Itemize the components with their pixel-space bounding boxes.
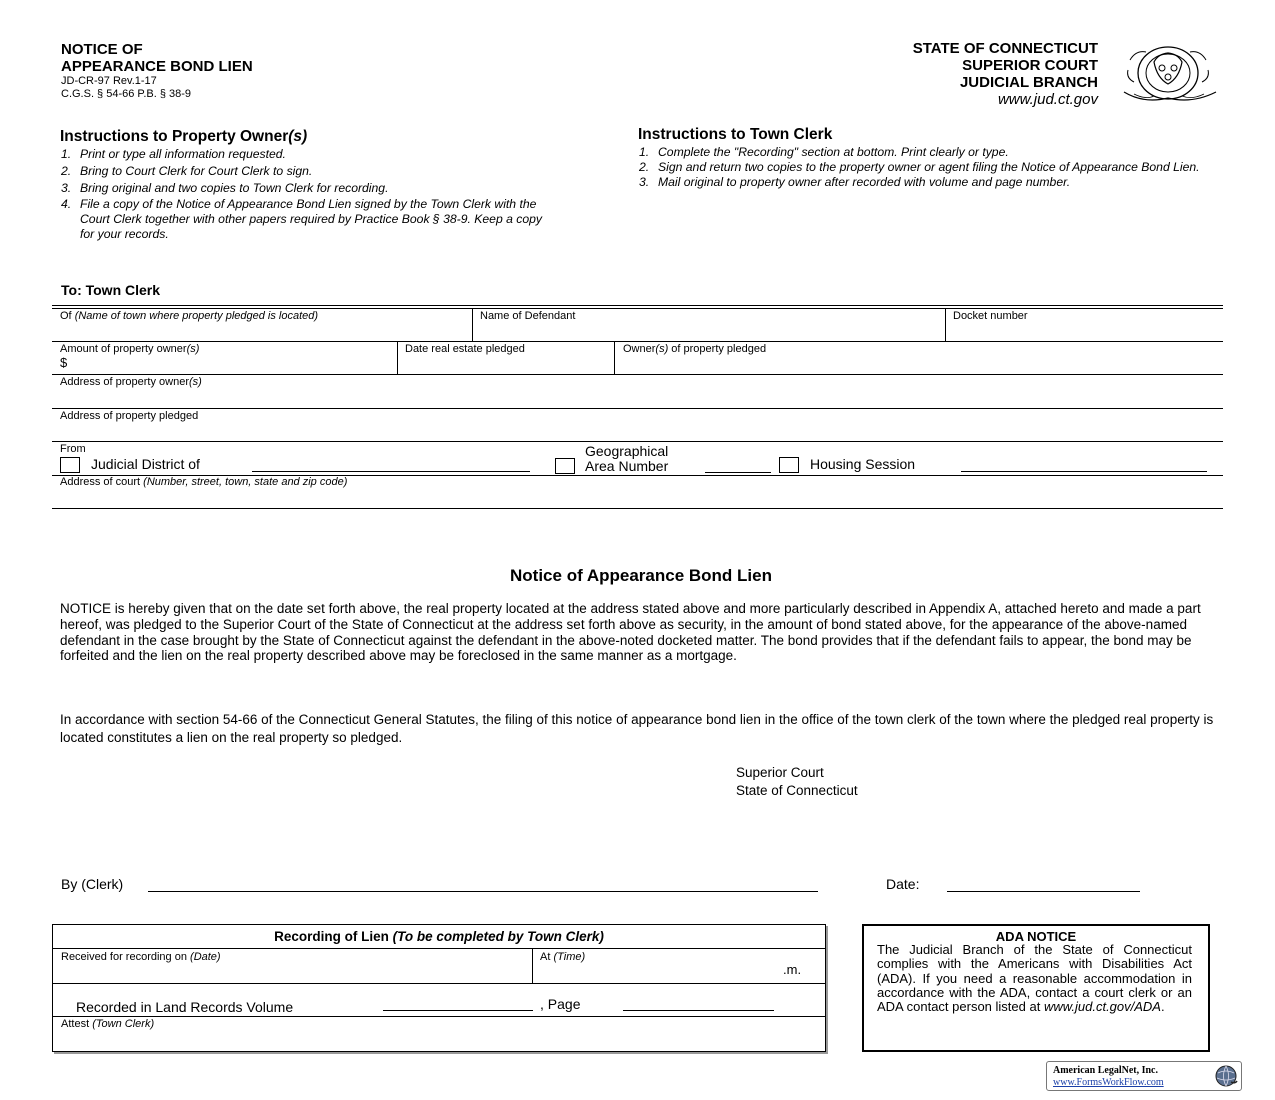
attest-field[interactable] [61,1018,154,1030]
date-label: Date: [886,876,920,892]
attest-hint: (Town Clerk) [92,1018,155,1030]
form-id: JD-CR-97 Rev.1-17 [61,75,157,87]
globe-icon [1213,1064,1239,1088]
page-line[interactable] [623,1010,774,1011]
to-town-clerk: To: Town Clerk [61,282,161,298]
defendant-field[interactable]: Name of Defendant [480,310,576,322]
volume-label: Recorded in Land Records Volume [76,999,294,1015]
ga-label-line2: Area Number [585,458,669,474]
item-text: Print or type all information requested. [80,147,286,161]
amount-value: $ [60,355,68,370]
divider [53,1016,825,1017]
state-name: STATE OF CONNECTICUT [912,40,1098,57]
recording-title-text: Recording of Lien [274,929,389,944]
judicial-district-line[interactable] [252,471,530,472]
form-title-line2: APPEARANCE BOND LIEN [61,58,253,75]
owner-instructions-title [60,128,307,146]
signature-line-2: State of Connecticut [736,782,858,798]
divider [52,341,1223,342]
amount-suffix: (s) [186,343,200,355]
housing-checkbox[interactable] [779,457,799,473]
ada-link-end: . [1160,999,1165,1015]
court-website: www.jud.ct.gov [997,91,1098,108]
divider [53,983,825,984]
page-label: , Page [540,996,581,1012]
owners-field[interactable] [623,343,766,355]
item-text: Mail original to property owner after recorded with volume and page number. [658,175,1071,190]
recording-title-hint: (To be completed by Town Clerk) [392,929,604,944]
divider [52,441,1223,442]
list-item [61,147,556,162]
divider [52,308,1223,309]
item-text: Bring to Court Clerk for Court Clerk to sign. [80,164,313,179]
item-text: Complete the "Recording" section at bottom. Print clearly or type. [658,145,1009,159]
judicial-district-checkbox[interactable] [60,457,80,473]
housing-line[interactable] [961,471,1207,472]
divider [397,341,398,374]
item-number: 4. [61,196,72,211]
divider [52,508,1223,509]
state-seal-icon [1120,40,1220,106]
clerk-signature-line[interactable] [148,891,818,892]
amount-label: Amount of property owner [60,343,187,355]
town-label: Of [60,310,72,322]
date-line[interactable] [947,891,1140,892]
from-label: From [60,443,86,455]
divider [53,948,825,949]
time-label: At [540,951,551,963]
court-address-hint: (Number, street, town, state and zip code) [143,476,348,488]
branch-name: JUDICIAL BRANCH [959,74,1098,91]
statute-ref: C.G.S. § 54-66 P.B. § 38-9 [61,88,192,100]
list-item [61,164,556,179]
housing-label: Housing Session [810,456,916,472]
divider [945,308,946,341]
list-item [61,181,556,196]
item-number: 3. [61,181,72,196]
footer-company: American LegalNet, Inc. [1053,1065,1158,1076]
attest-label: Attest [61,1018,90,1030]
town-field[interactable] [60,310,318,322]
pledged-address-field[interactable]: Address of property pledged [60,410,199,422]
am-pm-suffix: .m. [783,962,802,977]
court-address-label: Address of court [60,476,141,488]
item-text: Bring original and two copies to Town Clerk for recording. [80,181,389,196]
ga-number-line[interactable] [705,472,771,473]
court-name: SUPERIOR COURT [962,57,1098,74]
footer-logo[interactable] [1046,1061,1242,1091]
time-hint: (Time) [553,951,586,963]
form-title-line1: NOTICE OF [61,41,143,58]
owner-instructions-title-suffix: (s) [288,128,308,145]
form-title [61,41,253,75]
judicial-district-label: Judicial District of [91,456,200,472]
time-field[interactable] [540,951,585,963]
signature-block [736,764,858,799]
ada-body [877,943,1192,1014]
recording-title [52,929,826,944]
notice-paragraph-1: NOTICE is hereby given that on the date set forth above, the real property located at the address stated above and more particularly described in Appendix A, attached hereto and made a part hereof, was pledged to the Superior Court of the State of Connecticut at the address set forth above as security, in the amount of bond stated above, for the appearance of the above-named defendant in the case brought by the State of Connecticut against the defendant in the above-noted docketed matter. The bond provides that if the defendant fails to appear, the bond may be forfeited and the lien on the real property described above may be foreclosed in the same manner as a mortgage. [60,601,1201,664]
amount-field[interactable] [60,343,199,355]
item-number: 3. [639,175,650,190]
notice-title: Notice of Appearance Bond Lien [510,566,772,585]
received-date-field[interactable] [61,951,221,963]
list-item [639,175,1229,190]
ga-checkbox[interactable] [555,458,575,474]
divider [52,408,1223,409]
clerk-instructions-title: Instructions to Town Clerk [638,126,833,143]
clerk-instructions-list [639,145,1229,191]
owner-address-label: Address of property owner [60,376,190,388]
item-number: 1. [639,145,650,159]
received-hint: (Date) [190,951,221,963]
owner-instructions-list [61,147,556,242]
item-number: 2. [639,160,650,175]
divider [52,374,1223,375]
ga-label [585,444,668,474]
town-hint: (Name of town where property pledged is located) [74,310,319,322]
footer-site[interactable]: www.FormsWorkFlow.com [1053,1077,1164,1088]
ada-body-text: The Judicial Branch of the State of Connecticut complies with the Americans with Disabilities Act (ADA). If you need a reasonable accommodation in accordance with the ADA, contact a court clerk or an ADA contact person listed at [877,942,1192,1015]
court-heading [913,40,1098,108]
ada-link[interactable]: www.jud.ct.gov/ADA [1043,999,1161,1015]
by-clerk-label: By (Clerk) [61,876,124,892]
list-item [639,160,1229,175]
item-number: 1. [61,147,72,161]
item-number: 2. [61,164,72,179]
notice-paragraph-2: In accordance with section 54-66 of the Connecticut General Statutes, the filing of this notice of appearance bond lien in the office of the town clerk of the town where the pledged real property is located constitutes a lien on the real property so pledged. [60,712,1214,745]
owners-label-rest: of property pledged [668,343,767,355]
owners-suffix: (s) [655,343,669,355]
owner-address-suffix: (s) [189,376,202,388]
list-item [61,197,556,243]
item-text: File a copy of the Notice of Appearance Bond Lien signed by the Town Clerk with the Court Clerk together with other papers required by Practice Book § 38-9. Keep a copy for your records. [80,196,543,242]
docket-field[interactable]: Docket number [953,310,1028,322]
date-pledged-field[interactable]: Date real estate pledged [405,343,525,355]
ada-title: ADA NOTICE [995,929,1077,944]
volume-line[interactable] [383,1010,533,1011]
divider [532,948,533,983]
court-address-field[interactable] [60,476,347,488]
divider [614,341,615,374]
ga-label-line1: Geographical [585,443,669,459]
owner-address-field[interactable] [60,376,202,388]
list-item [639,145,1229,160]
received-label: Received for recording on [61,951,187,963]
signature-line-1: Superior Court [736,765,824,780]
owners-label: Owner [623,343,656,355]
item-text: Sign and return two copies to the property owner or agent filing the Notice of Appearance Bond Lien. [658,160,1200,175]
divider [52,305,1223,306]
owner-instructions-title-text: Instructions to Property Owner [60,128,289,145]
divider [472,308,473,341]
